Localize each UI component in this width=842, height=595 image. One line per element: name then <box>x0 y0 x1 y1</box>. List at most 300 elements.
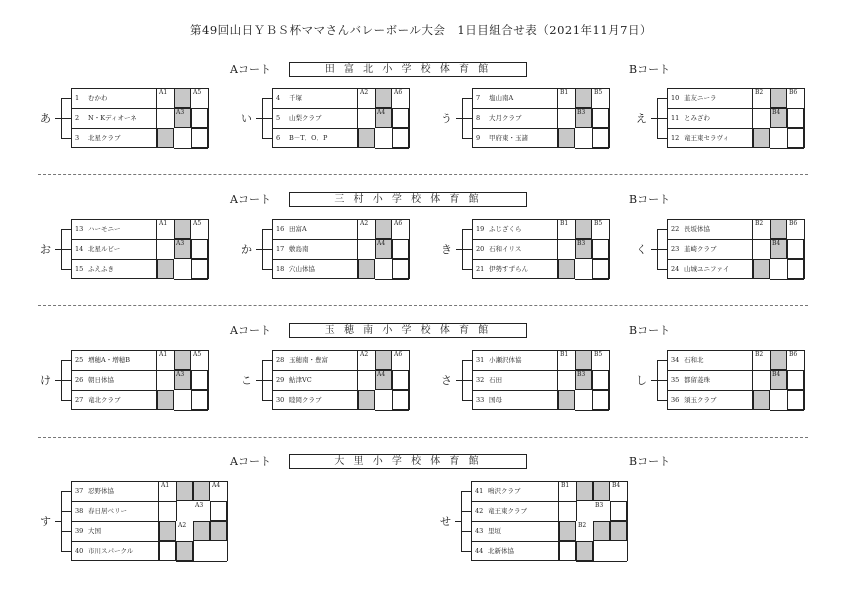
match-line <box>392 370 393 390</box>
team-number: 38 <box>75 507 84 515</box>
match-line <box>157 370 174 371</box>
group-name: い <box>241 112 252 125</box>
court-b-label: Bコート <box>629 63 671 76</box>
team-row <box>73 355 130 365</box>
team-row-divider <box>272 239 358 240</box>
match-label: B3 <box>577 371 586 378</box>
team-name: 忍野体協 <box>88 487 114 495</box>
match-label: B3 <box>595 502 604 509</box>
bracket-tick <box>657 249 667 250</box>
team-number: 5 <box>276 114 281 122</box>
team-name: 春日居ベリー <box>88 507 127 515</box>
team-row <box>73 395 121 405</box>
team-name: 須玉クラブ <box>684 396 717 404</box>
match-line <box>804 88 805 148</box>
group-name: さ <box>441 374 452 387</box>
bracket-tick <box>462 249 472 250</box>
match-line <box>770 410 804 411</box>
team-number: 30 <box>276 396 285 404</box>
team-number: 37 <box>75 487 84 495</box>
bracket-tick <box>657 98 667 99</box>
team-name: ハーモニー <box>88 225 121 233</box>
bracket-tick <box>657 400 667 401</box>
team-row-divider <box>71 390 157 391</box>
match-cell <box>787 128 804 148</box>
team-number: 29 <box>276 376 285 384</box>
group-name: け <box>40 374 51 387</box>
match-line <box>627 481 628 561</box>
team-row <box>474 133 528 143</box>
bracket-tick <box>462 118 472 119</box>
group-name: か <box>241 243 252 256</box>
match-label: B5 <box>594 351 603 358</box>
match-label: B6 <box>789 220 798 227</box>
match-cell <box>392 370 409 390</box>
team-row-divider <box>272 128 358 129</box>
match-cell <box>191 390 208 410</box>
match-line <box>174 279 208 280</box>
match-cell <box>592 259 609 279</box>
team-name: 甲府東・玉諸 <box>489 134 528 142</box>
court-b-label: Bコート <box>629 193 671 206</box>
team-row <box>73 224 121 234</box>
bracket-tick <box>262 269 272 270</box>
court-b-label: Bコート <box>629 324 671 337</box>
team-number: 31 <box>476 356 485 364</box>
match-label: B1 <box>561 482 570 489</box>
team-name: 鳴沢クラブ <box>488 487 521 495</box>
page-title: 第49回山日ＹＢＳ杯ママさんバレーボール大会 1日目組合せ表（2021年11月7日） <box>190 23 652 37</box>
match-line <box>159 501 176 502</box>
match-cell <box>592 370 609 390</box>
team-row-divider <box>272 259 358 260</box>
match-cell <box>191 239 208 259</box>
bracket-tick <box>657 380 667 381</box>
match-cell-shaded <box>358 128 375 148</box>
match-line <box>558 239 575 240</box>
team-name: とみざわ <box>684 114 710 122</box>
team-row <box>274 224 307 234</box>
match-line <box>575 88 576 128</box>
match-label: A5 <box>193 351 202 358</box>
team-number: 34 <box>671 356 680 364</box>
team-number: 40 <box>75 547 84 555</box>
bracket-tick <box>262 400 272 401</box>
match-label: A1 <box>159 89 168 96</box>
match-line <box>592 239 593 259</box>
match-cell <box>392 128 409 148</box>
team-name: 大月クラブ <box>489 114 522 122</box>
team-number: 42 <box>475 507 484 515</box>
match-cell-shaded <box>558 390 575 410</box>
match-cell-shaded <box>157 390 174 410</box>
team-number: 41 <box>475 487 484 495</box>
match-label: B4 <box>772 371 781 378</box>
team-number: 18 <box>276 265 285 273</box>
match-label: B4 <box>772 109 781 116</box>
team-number: 7 <box>476 94 481 102</box>
match-line <box>609 219 610 279</box>
bracket-tick <box>657 138 667 139</box>
bracket-tick <box>262 249 272 250</box>
match-line <box>375 279 409 280</box>
court-b-label: Bコート <box>629 455 671 468</box>
team-row <box>274 375 312 385</box>
team-row <box>274 113 322 123</box>
team-number: 4 <box>276 94 281 102</box>
team-name: 石和北 <box>684 356 704 364</box>
team-name: 小瀬沢体協 <box>489 356 522 364</box>
team-row <box>73 113 137 123</box>
match-line <box>770 88 771 128</box>
team-number: 16 <box>276 225 285 233</box>
bracket-tick <box>61 269 71 270</box>
team-name: 都留菱珠 <box>684 376 710 384</box>
match-cell-shaded <box>576 541 593 561</box>
team-row-divider <box>272 370 358 371</box>
team-name: 千塚 <box>289 94 302 102</box>
team-row-divider <box>71 370 157 371</box>
group-bracket <box>61 491 62 551</box>
team-number: 25 <box>75 356 84 364</box>
team-row-divider <box>71 259 157 260</box>
match-label: A4 <box>212 482 221 489</box>
court-a-label: Aコート <box>230 324 271 337</box>
team-row <box>669 375 710 385</box>
match-cell-shaded <box>770 219 787 239</box>
match-label: A1 <box>161 482 170 489</box>
team-row-divider <box>71 501 159 502</box>
match-cell <box>191 108 208 128</box>
team-number: 43 <box>475 527 484 535</box>
team-row-divider <box>471 521 559 522</box>
match-line <box>575 279 609 280</box>
match-line <box>770 148 804 149</box>
team-row <box>669 93 717 103</box>
court-a-label: Aコート <box>230 455 271 468</box>
bracket-tick <box>657 229 667 230</box>
team-row-divider <box>272 108 358 109</box>
team-row <box>473 546 514 556</box>
match-cell <box>191 370 208 390</box>
team-name: 伊勢すずらん <box>489 265 529 273</box>
match-label: A2 <box>360 220 369 227</box>
team-row-divider <box>667 108 753 109</box>
team-row <box>473 526 501 536</box>
team-number: 26 <box>75 376 84 384</box>
team-row <box>474 355 522 365</box>
team-row <box>73 264 114 274</box>
match-cell-shaded <box>558 128 575 148</box>
team-row <box>669 133 729 143</box>
match-cell-shaded <box>159 521 176 541</box>
match-line <box>358 108 375 109</box>
team-number: 2 <box>75 114 80 122</box>
match-cell <box>592 390 609 410</box>
team-row <box>669 395 717 405</box>
match-cell-shaded <box>593 481 610 501</box>
team-number: 22 <box>671 225 680 233</box>
team-row <box>474 113 522 123</box>
team-row <box>274 133 327 143</box>
team-row-divider <box>667 370 753 371</box>
match-line <box>787 108 788 128</box>
team-name: 鮎津VC <box>289 376 312 384</box>
match-line <box>358 239 375 240</box>
bracket-tick <box>262 380 272 381</box>
team-row <box>73 133 121 143</box>
match-cell <box>592 128 609 148</box>
bracket-tick <box>462 380 472 381</box>
team-number: 3 <box>75 134 80 142</box>
team-number: 14 <box>75 245 84 253</box>
bracket-tick <box>61 491 71 492</box>
match-cell-shaded <box>157 128 174 148</box>
match-cell-shaded <box>176 541 193 561</box>
team-row <box>274 395 322 405</box>
team-name: 韮崎クラブ <box>684 245 717 253</box>
match-line <box>753 370 770 371</box>
team-number: 20 <box>476 245 485 253</box>
team-row <box>669 355 704 365</box>
match-line <box>409 350 410 410</box>
match-label: A3 <box>176 109 185 116</box>
team-number: 44 <box>475 547 484 555</box>
match-cell-shaded <box>770 350 787 370</box>
bracket-tick <box>61 400 71 401</box>
match-line <box>208 88 209 148</box>
venue-name: 田 富 北 小 学 校 体 育 館 <box>289 62 527 77</box>
bracket-tick <box>262 98 272 99</box>
match-cell <box>392 259 409 279</box>
team-number: 13 <box>75 225 84 233</box>
match-cell-shaded <box>375 219 392 239</box>
team-row-divider <box>667 390 753 391</box>
team-name: 里垣 <box>488 527 501 535</box>
match-line <box>208 350 209 410</box>
bracket-tick <box>657 118 667 119</box>
bracket-tick <box>657 269 667 270</box>
venue-name: 三 村 小 学 校 体 育 館 <box>289 192 527 207</box>
team-row <box>669 224 710 234</box>
match-label: B2 <box>755 351 764 358</box>
team-number: 11 <box>671 114 680 122</box>
match-cell-shaded <box>358 259 375 279</box>
team-name: 北星ルビー <box>88 245 121 253</box>
match-line <box>575 148 609 149</box>
bracket-tick <box>462 229 472 230</box>
team-name: 北新体協 <box>488 547 514 555</box>
bracket-tick <box>462 269 472 270</box>
bracket-tick <box>462 138 472 139</box>
match-cell-shaded <box>375 88 392 108</box>
match-cell-shaded <box>358 390 375 410</box>
match-label: A4 <box>377 109 386 116</box>
team-row-divider <box>471 541 559 542</box>
bracket-tick <box>657 360 667 361</box>
match-cell <box>787 239 804 259</box>
match-label: B6 <box>789 89 798 96</box>
team-row <box>73 506 127 516</box>
match-cell <box>392 239 409 259</box>
bracket-tick <box>461 491 471 492</box>
match-label: A4 <box>377 240 386 247</box>
match-line <box>392 239 393 259</box>
team-number: 36 <box>671 396 680 404</box>
match-label: A1 <box>159 351 168 358</box>
team-number: 28 <box>276 356 285 364</box>
match-line <box>358 370 375 371</box>
team-number: 12 <box>671 134 680 142</box>
match-label: A3 <box>176 371 185 378</box>
match-cell-shaded <box>174 350 191 370</box>
match-label: A6 <box>394 351 403 358</box>
match-cell-shaded <box>193 521 210 541</box>
team-row <box>474 375 502 385</box>
bracket-tick <box>461 531 471 532</box>
match-label: A3 <box>195 502 204 509</box>
match-line <box>392 108 393 128</box>
team-row <box>474 93 513 103</box>
match-line <box>174 219 175 259</box>
group-name: あ <box>40 112 51 125</box>
group-bracket <box>461 491 462 551</box>
team-name: 朝日体協 <box>88 376 114 384</box>
match-cell-shaded <box>575 88 592 108</box>
match-label: B5 <box>594 220 603 227</box>
team-name: 敷島南 <box>289 245 309 253</box>
match-cell-shaded <box>753 259 770 279</box>
team-row-divider <box>71 541 159 542</box>
group-name: せ <box>440 515 451 528</box>
bracket-tick <box>61 360 71 361</box>
team-row <box>73 375 114 385</box>
group-name: こ <box>241 374 252 387</box>
team-name: 穴山体協 <box>289 265 315 273</box>
match-label: B3 <box>577 240 586 247</box>
team-row <box>73 486 114 496</box>
match-label: B2 <box>755 220 764 227</box>
team-row <box>669 264 729 274</box>
group-name: く <box>636 243 647 256</box>
match-line <box>193 521 194 561</box>
match-line <box>375 88 376 128</box>
team-name: 長坂体協 <box>684 225 710 233</box>
match-cell-shaded <box>210 521 227 541</box>
bracket-tick <box>262 118 272 119</box>
match-line <box>770 279 804 280</box>
match-line <box>558 108 575 109</box>
match-label: B5 <box>594 89 603 96</box>
bracket-tick <box>61 551 71 552</box>
bracket-tick <box>61 229 71 230</box>
team-name: 大国 <box>88 527 101 535</box>
team-number: 33 <box>476 396 485 404</box>
team-number: 32 <box>476 376 485 384</box>
team-number: 39 <box>75 527 84 535</box>
match-cell-shaded <box>176 481 193 501</box>
team-name: 山城ユニファイ <box>684 265 730 273</box>
match-line <box>409 88 410 148</box>
team-name: 市川スパークル <box>88 547 134 555</box>
team-name: 竜北クラブ <box>88 396 121 404</box>
team-row-divider <box>472 370 558 371</box>
team-name: 塩山南A <box>489 94 514 102</box>
venue-name: 大 里 小 学 校 体 育 館 <box>289 454 527 469</box>
match-line <box>770 219 771 259</box>
match-cell-shaded <box>770 88 787 108</box>
match-cell <box>787 259 804 279</box>
match-cell-shaded <box>174 219 191 239</box>
match-label: A2 <box>360 89 369 96</box>
team-number: 27 <box>75 396 84 404</box>
match-line <box>191 239 192 259</box>
match-label: A2 <box>360 351 369 358</box>
group-name: う <box>441 112 452 125</box>
team-number: 15 <box>75 265 84 273</box>
match-cell <box>610 501 627 521</box>
venue-name: 玉 穂 南 小 学 校 体 育 館 <box>289 323 527 338</box>
team-name: 増穂A・増穂B <box>88 356 130 364</box>
team-number: 10 <box>671 94 680 102</box>
group-name: え <box>636 112 647 125</box>
team-row <box>474 224 522 234</box>
match-line <box>208 219 209 279</box>
team-row-divider <box>472 108 558 109</box>
team-name: 石和イリス <box>489 245 522 253</box>
match-label: A5 <box>193 89 202 96</box>
team-row-divider <box>472 259 558 260</box>
bracket-tick <box>462 98 472 99</box>
match-cell-shaded <box>375 350 392 370</box>
match-line <box>787 370 788 390</box>
team-name: 韮友ニーラ <box>684 94 717 102</box>
match-label: A2 <box>178 522 187 529</box>
match-line <box>409 219 410 279</box>
match-line <box>558 370 575 371</box>
match-label: A6 <box>394 89 403 96</box>
match-line <box>575 350 576 390</box>
team-row <box>73 526 101 536</box>
bracket-tick <box>61 118 71 119</box>
section-divider <box>38 174 808 175</box>
match-cell <box>159 541 176 561</box>
team-number: 19 <box>476 225 485 233</box>
match-line <box>609 88 610 148</box>
match-label: A6 <box>394 220 403 227</box>
match-line <box>176 481 177 521</box>
match-line <box>787 239 788 259</box>
match-label: A1 <box>159 220 168 227</box>
match-cell <box>787 108 804 128</box>
match-line <box>227 481 228 561</box>
team-row-divider <box>272 390 358 391</box>
match-cell <box>191 259 208 279</box>
bracket-tick <box>61 380 71 381</box>
match-cell-shaded <box>753 390 770 410</box>
match-cell <box>787 390 804 410</box>
match-line <box>174 148 208 149</box>
match-label: A3 <box>176 240 185 247</box>
match-cell-shaded <box>753 128 770 148</box>
team-row <box>669 244 717 254</box>
match-label: B6 <box>789 351 798 358</box>
match-label: B3 <box>577 109 586 116</box>
match-cell <box>210 501 227 521</box>
team-name: 石田 <box>489 376 502 384</box>
match-cell <box>787 370 804 390</box>
match-line <box>576 481 577 521</box>
